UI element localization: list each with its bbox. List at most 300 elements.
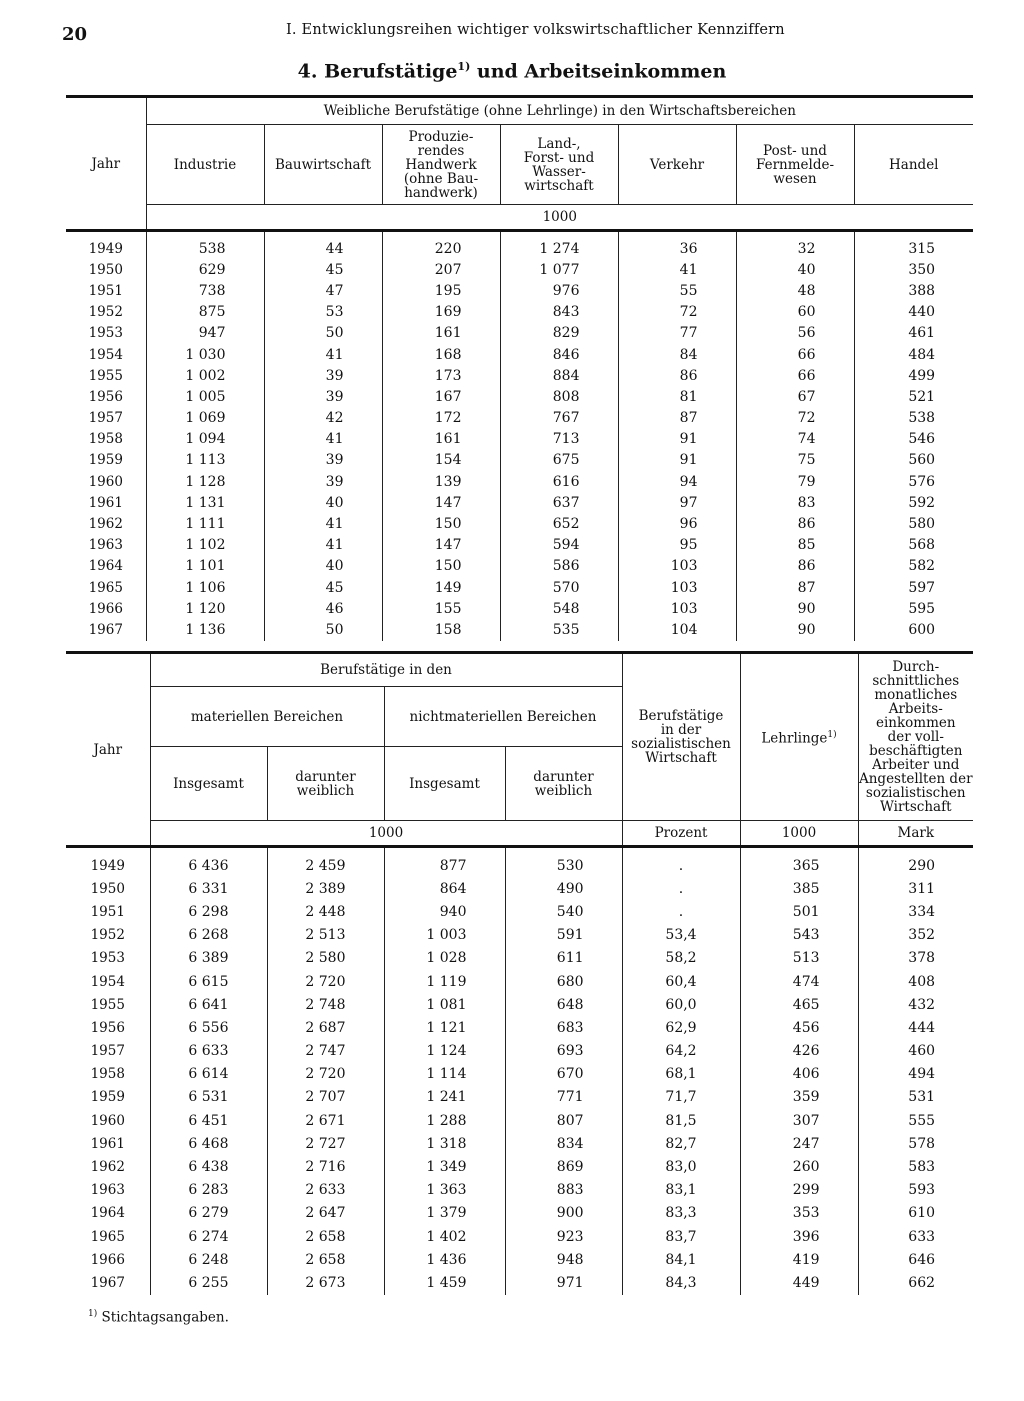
value-cell: 576 <box>854 471 973 492</box>
table-row <box>66 344 973 365</box>
value-cell: 877 <box>384 847 505 878</box>
value-cell: 6 268 <box>150 924 267 947</box>
table-row <box>66 1271 973 1294</box>
table-row <box>66 993 973 1016</box>
year-cell: 1960 <box>90 1112 125 1129</box>
value-cell: 1 111 <box>146 513 264 534</box>
value-cell: 378 <box>858 947 973 970</box>
value-cell: 597 <box>854 577 973 598</box>
year-cell: 1953 <box>90 950 125 967</box>
value-cell: 299 <box>740 1179 858 1202</box>
value-cell: 161 <box>382 323 500 344</box>
col-post-line: Post- und <box>763 142 827 159</box>
value-cell: 39 <box>264 450 382 471</box>
table-row <box>66 492 973 513</box>
value-cell: 1 102 <box>146 535 264 556</box>
value-cell: 6 615 <box>150 970 267 993</box>
value-cell: 568 <box>854 535 973 556</box>
year-cell: 1949 <box>88 240 123 257</box>
table-row <box>66 877 973 900</box>
year-cell: 1949 <box>90 857 125 874</box>
col-handwerk-line: rendes <box>417 142 465 159</box>
value-cell: 42 <box>264 408 382 429</box>
value-cell: 6 279 <box>150 1202 267 1225</box>
value-cell: 85 <box>736 535 854 556</box>
value-cell: 548 <box>500 598 618 619</box>
year-cell: 1951 <box>88 282 123 299</box>
value-cell: 195 <box>382 280 500 301</box>
value-cell: 6 389 <box>150 947 267 970</box>
value-cell: 60 <box>736 302 854 323</box>
value-cell: 147 <box>382 492 500 513</box>
table-row <box>66 970 973 993</box>
value-cell: 66 <box>736 365 854 386</box>
sub-header-material: materiellen Bereichen <box>150 687 384 747</box>
value-cell: 58,2 <box>622 947 740 970</box>
col-material-weiblich <box>267 747 384 821</box>
table-row <box>66 429 973 450</box>
col-nonmaterial-weiblich <box>505 747 622 821</box>
year-cell: 1959 <box>88 452 123 469</box>
value-cell: 531 <box>858 1086 973 1109</box>
table-row <box>66 1225 973 1248</box>
value-cell: 1 128 <box>146 471 264 492</box>
value-cell: 6 298 <box>150 900 267 923</box>
unit-prozent: Prozent <box>622 821 740 847</box>
value-cell: 484 <box>854 344 973 365</box>
value-cell: 1 003 <box>384 924 505 947</box>
value-cell: 91 <box>618 450 736 471</box>
value-cell: 670 <box>505 1063 622 1086</box>
table-row <box>66 1040 973 1063</box>
value-cell: 1 120 <box>146 598 264 619</box>
value-cell: 149 <box>382 577 500 598</box>
value-cell: 675 <box>500 450 618 471</box>
value-cell: 1 002 <box>146 365 264 386</box>
value-cell: 167 <box>382 386 500 407</box>
value-cell: 1 402 <box>384 1225 505 1248</box>
value-cell: 875 <box>146 302 264 323</box>
col-handwerk-line: Handwerk <box>405 156 477 173</box>
value-cell: 633 <box>858 1225 973 1248</box>
value-cell: 578 <box>858 1132 973 1155</box>
value-cell: 150 <box>382 556 500 577</box>
value-cell: 311 <box>858 877 973 900</box>
value-cell: 1 028 <box>384 947 505 970</box>
value-cell: 41 <box>264 344 382 365</box>
col-landwirtschaft <box>500 125 618 205</box>
value-cell: 139 <box>382 471 500 492</box>
value-cell: 1 136 <box>146 619 264 640</box>
employment-income-table <box>66 651 973 1295</box>
value-cell: 560 <box>854 450 973 471</box>
unit-1000: 1000 <box>150 821 622 847</box>
table-row <box>66 408 973 429</box>
table-row <box>66 847 973 878</box>
value-cell: 60,0 <box>622 993 740 1016</box>
year-cell: 1955 <box>90 996 125 1013</box>
col-einkommen-line: Angestellten der <box>858 771 973 787</box>
value-cell: 971 <box>505 1271 622 1294</box>
value-cell: 359 <box>740 1086 858 1109</box>
value-cell: 808 <box>500 386 618 407</box>
year-cell: 1967 <box>90 1274 125 1291</box>
table-row <box>66 598 973 619</box>
value-cell: 39 <box>264 386 382 407</box>
value-cell: 103 <box>618 556 736 577</box>
value-cell: 86 <box>736 556 854 577</box>
col-material-insgesamt: Insgesamt <box>150 747 267 821</box>
year-cell: 1959 <box>90 1089 125 1106</box>
value-cell: 513 <box>740 947 858 970</box>
lehrlinge-footnote-ref: 1) <box>827 730 837 741</box>
year-cell: 1967 <box>88 621 123 638</box>
value-cell: 6 436 <box>150 847 267 878</box>
value-cell: 595 <box>854 598 973 619</box>
value-cell: 947 <box>146 323 264 344</box>
value-cell: 461 <box>854 323 973 344</box>
lehrlinge-label: Lehrlinge <box>761 730 828 747</box>
value-cell: 1 113 <box>146 450 264 471</box>
value-cell: 2 633 <box>267 1179 384 1202</box>
value-cell: 6 633 <box>150 1040 267 1063</box>
value-cell: 83,0 <box>622 1155 740 1178</box>
value-cell: 2 389 <box>267 877 384 900</box>
value-cell: 499 <box>854 365 973 386</box>
value-cell: 883 <box>505 1179 622 1202</box>
col-land-line: Wasser- <box>532 163 586 180</box>
value-cell: 616 <box>500 471 618 492</box>
value-cell: 96 <box>618 513 736 534</box>
value-cell: 1 030 <box>146 344 264 365</box>
col-einkommen-line: schnittliches <box>872 673 960 689</box>
year-cell: 1966 <box>88 600 123 617</box>
col-einkommen-line: Arbeiter und <box>872 757 960 773</box>
col-verkehr: Verkehr <box>618 125 736 205</box>
value-cell: 771 <box>505 1086 622 1109</box>
value-cell: 220 <box>382 231 500 260</box>
value-cell: 406 <box>740 1063 858 1086</box>
footnote <box>88 1309 229 1326</box>
col-sozialistische-wirtschaft <box>622 653 740 821</box>
value-cell: 82,7 <box>622 1132 740 1155</box>
value-cell: 6 556 <box>150 1016 267 1039</box>
table-row <box>66 386 973 407</box>
running-head: I. Entwicklungsreihen wichtiger volkswirtschaftlicher Kennziffern <box>286 22 785 38</box>
table-row <box>66 1202 973 1225</box>
value-cell: 2 747 <box>267 1040 384 1063</box>
value-cell: 97 <box>618 492 736 513</box>
value-cell: 2 459 <box>267 847 384 878</box>
value-cell: 154 <box>382 450 500 471</box>
value-cell: 474 <box>740 970 858 993</box>
value-cell: 543 <box>740 924 858 947</box>
year-cell: 1951 <box>90 903 125 920</box>
col-land-line: Forst- und <box>523 149 595 166</box>
value-cell: 1 379 <box>384 1202 505 1225</box>
value-cell: 64,2 <box>622 1040 740 1063</box>
value-cell: 334 <box>858 900 973 923</box>
value-cell: 530 <box>505 847 622 878</box>
value-cell: 90 <box>736 619 854 640</box>
value-cell: 46 <box>264 598 382 619</box>
table-row <box>66 1132 973 1155</box>
table-row <box>66 1086 973 1109</box>
value-cell: 456 <box>740 1016 858 1039</box>
col-sozialist-line: Wirtschaft <box>645 750 717 766</box>
value-cell: 1 241 <box>384 1086 505 1109</box>
year-cell: 1962 <box>88 516 123 533</box>
col-einkommen-line: monatliches <box>874 687 958 703</box>
value-cell: 207 <box>382 259 500 280</box>
title-rest: und Arbeitseinkommen <box>470 60 727 83</box>
value-cell: 629 <box>146 259 264 280</box>
value-cell: 611 <box>505 947 622 970</box>
value-cell: 426 <box>740 1040 858 1063</box>
value-cell: 1 436 <box>384 1248 505 1271</box>
value-cell: 419 <box>740 1248 858 1271</box>
col-post <box>736 125 854 205</box>
table-row <box>66 556 973 577</box>
value-cell: 83,7 <box>622 1225 740 1248</box>
value-cell: 1 131 <box>146 492 264 513</box>
value-cell: 2 647 <box>267 1202 384 1225</box>
value-cell: 767 <box>500 408 618 429</box>
value-cell: 693 <box>505 1040 622 1063</box>
value-cell: 307 <box>740 1109 858 1132</box>
col-handel: Handel <box>854 125 973 205</box>
value-cell: 84,3 <box>622 1271 740 1294</box>
value-cell: 41 <box>618 259 736 280</box>
value-cell: 91 <box>618 429 736 450</box>
col-handwerk-line: (ohne Bau- <box>403 170 479 187</box>
year-header: Jahr <box>66 97 146 231</box>
year-cell: 1954 <box>90 973 125 990</box>
sub-header-nonmaterial: nichtmateriellen Bereichen <box>384 687 622 747</box>
value-cell: 77 <box>618 323 736 344</box>
value-cell: 83,3 <box>622 1202 740 1225</box>
value-cell: 580 <box>854 513 973 534</box>
value-cell: 555 <box>858 1109 973 1132</box>
value-cell: . <box>622 900 740 923</box>
value-cell: 976 <box>500 280 618 301</box>
value-cell: 535 <box>500 619 618 640</box>
value-cell: 173 <box>382 365 500 386</box>
year-cell: 1956 <box>88 388 123 405</box>
value-cell: 940 <box>384 900 505 923</box>
value-cell: 2 687 <box>267 1016 384 1039</box>
year-cell: 1950 <box>88 261 123 278</box>
unit-mark: Mark <box>858 821 973 847</box>
value-cell: 50 <box>264 619 382 640</box>
value-cell: 2 748 <box>267 993 384 1016</box>
value-cell: 87 <box>736 577 854 598</box>
value-cell: 460 <box>858 1040 973 1063</box>
year-cell: 1952 <box>90 927 125 944</box>
value-cell: 150 <box>382 513 500 534</box>
table-row <box>66 450 973 471</box>
col-post-line: wesen <box>773 170 817 187</box>
table-row <box>66 1248 973 1271</box>
value-cell: 6 468 <box>150 1132 267 1155</box>
value-cell: 385 <box>740 877 858 900</box>
col-sozialist-line: Berufstätige <box>638 708 724 724</box>
value-cell: 501 <box>740 900 858 923</box>
value-cell: 32 <box>736 231 854 260</box>
value-cell: 6 438 <box>150 1155 267 1178</box>
value-cell: 1 459 <box>384 1271 505 1294</box>
page-title <box>0 60 1024 82</box>
value-cell: 2 716 <box>267 1155 384 1178</box>
value-cell: 41 <box>264 513 382 534</box>
value-cell: 40 <box>264 556 382 577</box>
value-cell: 593 <box>858 1179 973 1202</box>
value-cell: 45 <box>264 259 382 280</box>
value-cell: 86 <box>618 365 736 386</box>
value-cell: 81,5 <box>622 1109 740 1132</box>
col-arbeitseinkommen <box>858 653 973 821</box>
col-bauwirtschaft: Bauwirtschaft <box>264 125 382 205</box>
year-cell: 1964 <box>88 558 123 575</box>
value-cell: 1 114 <box>384 1063 505 1086</box>
year-cell: 1950 <box>90 880 125 897</box>
value-cell: 586 <box>500 556 618 577</box>
value-cell: 1 274 <box>500 231 618 260</box>
value-cell: 172 <box>382 408 500 429</box>
value-cell: 2 580 <box>267 947 384 970</box>
darunter-line: weiblich <box>296 782 355 799</box>
value-cell: 103 <box>618 577 736 598</box>
col-einkommen-line: einkommen <box>875 715 956 731</box>
value-cell: 834 <box>505 1132 622 1155</box>
value-cell: 521 <box>854 386 973 407</box>
year-cell: 1957 <box>88 410 123 427</box>
value-cell: . <box>622 877 740 900</box>
value-cell: 75 <box>736 450 854 471</box>
value-cell: 169 <box>382 302 500 323</box>
value-cell: 39 <box>264 365 382 386</box>
value-cell: 610 <box>858 1202 973 1225</box>
value-cell: 594 <box>500 535 618 556</box>
value-cell: 2 513 <box>267 924 384 947</box>
value-cell: 1 077 <box>500 259 618 280</box>
footnote-text: Stichtagsangaben. <box>97 1309 229 1326</box>
value-cell: 538 <box>854 408 973 429</box>
table-row <box>66 280 973 301</box>
value-cell: 738 <box>146 280 264 301</box>
col-land-line: wirtschaft <box>524 177 594 194</box>
value-cell: 50 <box>264 323 382 344</box>
value-cell: 67 <box>736 386 854 407</box>
year-cell: 1958 <box>90 1066 125 1083</box>
value-cell: 45 <box>264 577 382 598</box>
value-cell: 713 <box>500 429 618 450</box>
value-cell: 6 274 <box>150 1225 267 1248</box>
value-cell: 600 <box>854 619 973 640</box>
value-cell: 53,4 <box>622 924 740 947</box>
value-cell: 6 531 <box>150 1086 267 1109</box>
year-cell: 1955 <box>88 367 123 384</box>
value-cell: 592 <box>854 492 973 513</box>
value-cell: 315 <box>854 231 973 260</box>
year-cell: 1964 <box>90 1205 125 1222</box>
darunter-line: darunter <box>533 768 594 785</box>
value-cell: 546 <box>854 429 973 450</box>
year-cell: 1958 <box>88 431 123 448</box>
value-cell: 923 <box>505 1225 622 1248</box>
value-cell: 648 <box>505 993 622 1016</box>
value-cell: 1 318 <box>384 1132 505 1155</box>
value-cell: 350 <box>854 259 973 280</box>
table-row <box>66 900 973 923</box>
col-einkommen-line: Durch- <box>892 659 940 675</box>
year-header: Jahr <box>66 653 150 847</box>
value-cell: 81 <box>618 386 736 407</box>
col-einkommen-line: Arbeits- <box>888 701 943 717</box>
value-cell: 2 727 <box>267 1132 384 1155</box>
value-cell: 147 <box>382 535 500 556</box>
value-cell: 449 <box>740 1271 858 1294</box>
value-cell: 1 119 <box>384 970 505 993</box>
col-sozialist-line: in der <box>660 722 702 738</box>
group-header: Weibliche Berufstätige (ohne Lehrlinge) in den Wirtschaftsbereichen <box>146 97 973 125</box>
value-cell: 807 <box>505 1109 622 1132</box>
col-handwerk-line: handwerk) <box>404 184 478 201</box>
value-cell: 582 <box>854 556 973 577</box>
value-cell: 62,9 <box>622 1016 740 1039</box>
value-cell: 494 <box>858 1063 973 1086</box>
value-cell: 6 248 <box>150 1248 267 1271</box>
value-cell: 6 255 <box>150 1271 267 1294</box>
value-cell: 40 <box>264 492 382 513</box>
value-cell: 2 658 <box>267 1225 384 1248</box>
value-cell: 352 <box>858 924 973 947</box>
value-cell: 83 <box>736 492 854 513</box>
table-row <box>66 535 973 556</box>
year-cell: 1953 <box>88 325 123 342</box>
value-cell: 637 <box>500 492 618 513</box>
value-cell: 1 005 <box>146 386 264 407</box>
col-handwerk-line: Produzie- <box>408 128 474 145</box>
value-cell: 1 081 <box>384 993 505 1016</box>
value-cell: 1 106 <box>146 577 264 598</box>
value-cell: 1 121 <box>384 1016 505 1039</box>
value-cell: 2 671 <box>267 1109 384 1132</box>
value-cell: 444 <box>858 1016 973 1039</box>
value-cell: 432 <box>858 993 973 1016</box>
value-cell: 247 <box>740 1132 858 1155</box>
value-cell: 74 <box>736 429 854 450</box>
table-row <box>66 947 973 970</box>
value-cell: 652 <box>500 513 618 534</box>
value-cell: 41 <box>264 429 382 450</box>
value-cell: 56 <box>736 323 854 344</box>
year-cell: 1961 <box>90 1135 125 1152</box>
value-cell: 158 <box>382 619 500 640</box>
value-cell: 2 658 <box>267 1248 384 1271</box>
value-cell: 41 <box>264 535 382 556</box>
value-cell: 6 614 <box>150 1063 267 1086</box>
col-einkommen-line: sozialistischen <box>865 785 966 801</box>
table-row <box>66 231 973 260</box>
value-cell: 44 <box>264 231 382 260</box>
value-cell: 1 101 <box>146 556 264 577</box>
value-cell: 71,7 <box>622 1086 740 1109</box>
table-row <box>66 1109 973 1132</box>
value-cell: 6 641 <box>150 993 267 1016</box>
value-cell: 260 <box>740 1155 858 1178</box>
group-header: Berufstätige in den <box>150 653 622 687</box>
